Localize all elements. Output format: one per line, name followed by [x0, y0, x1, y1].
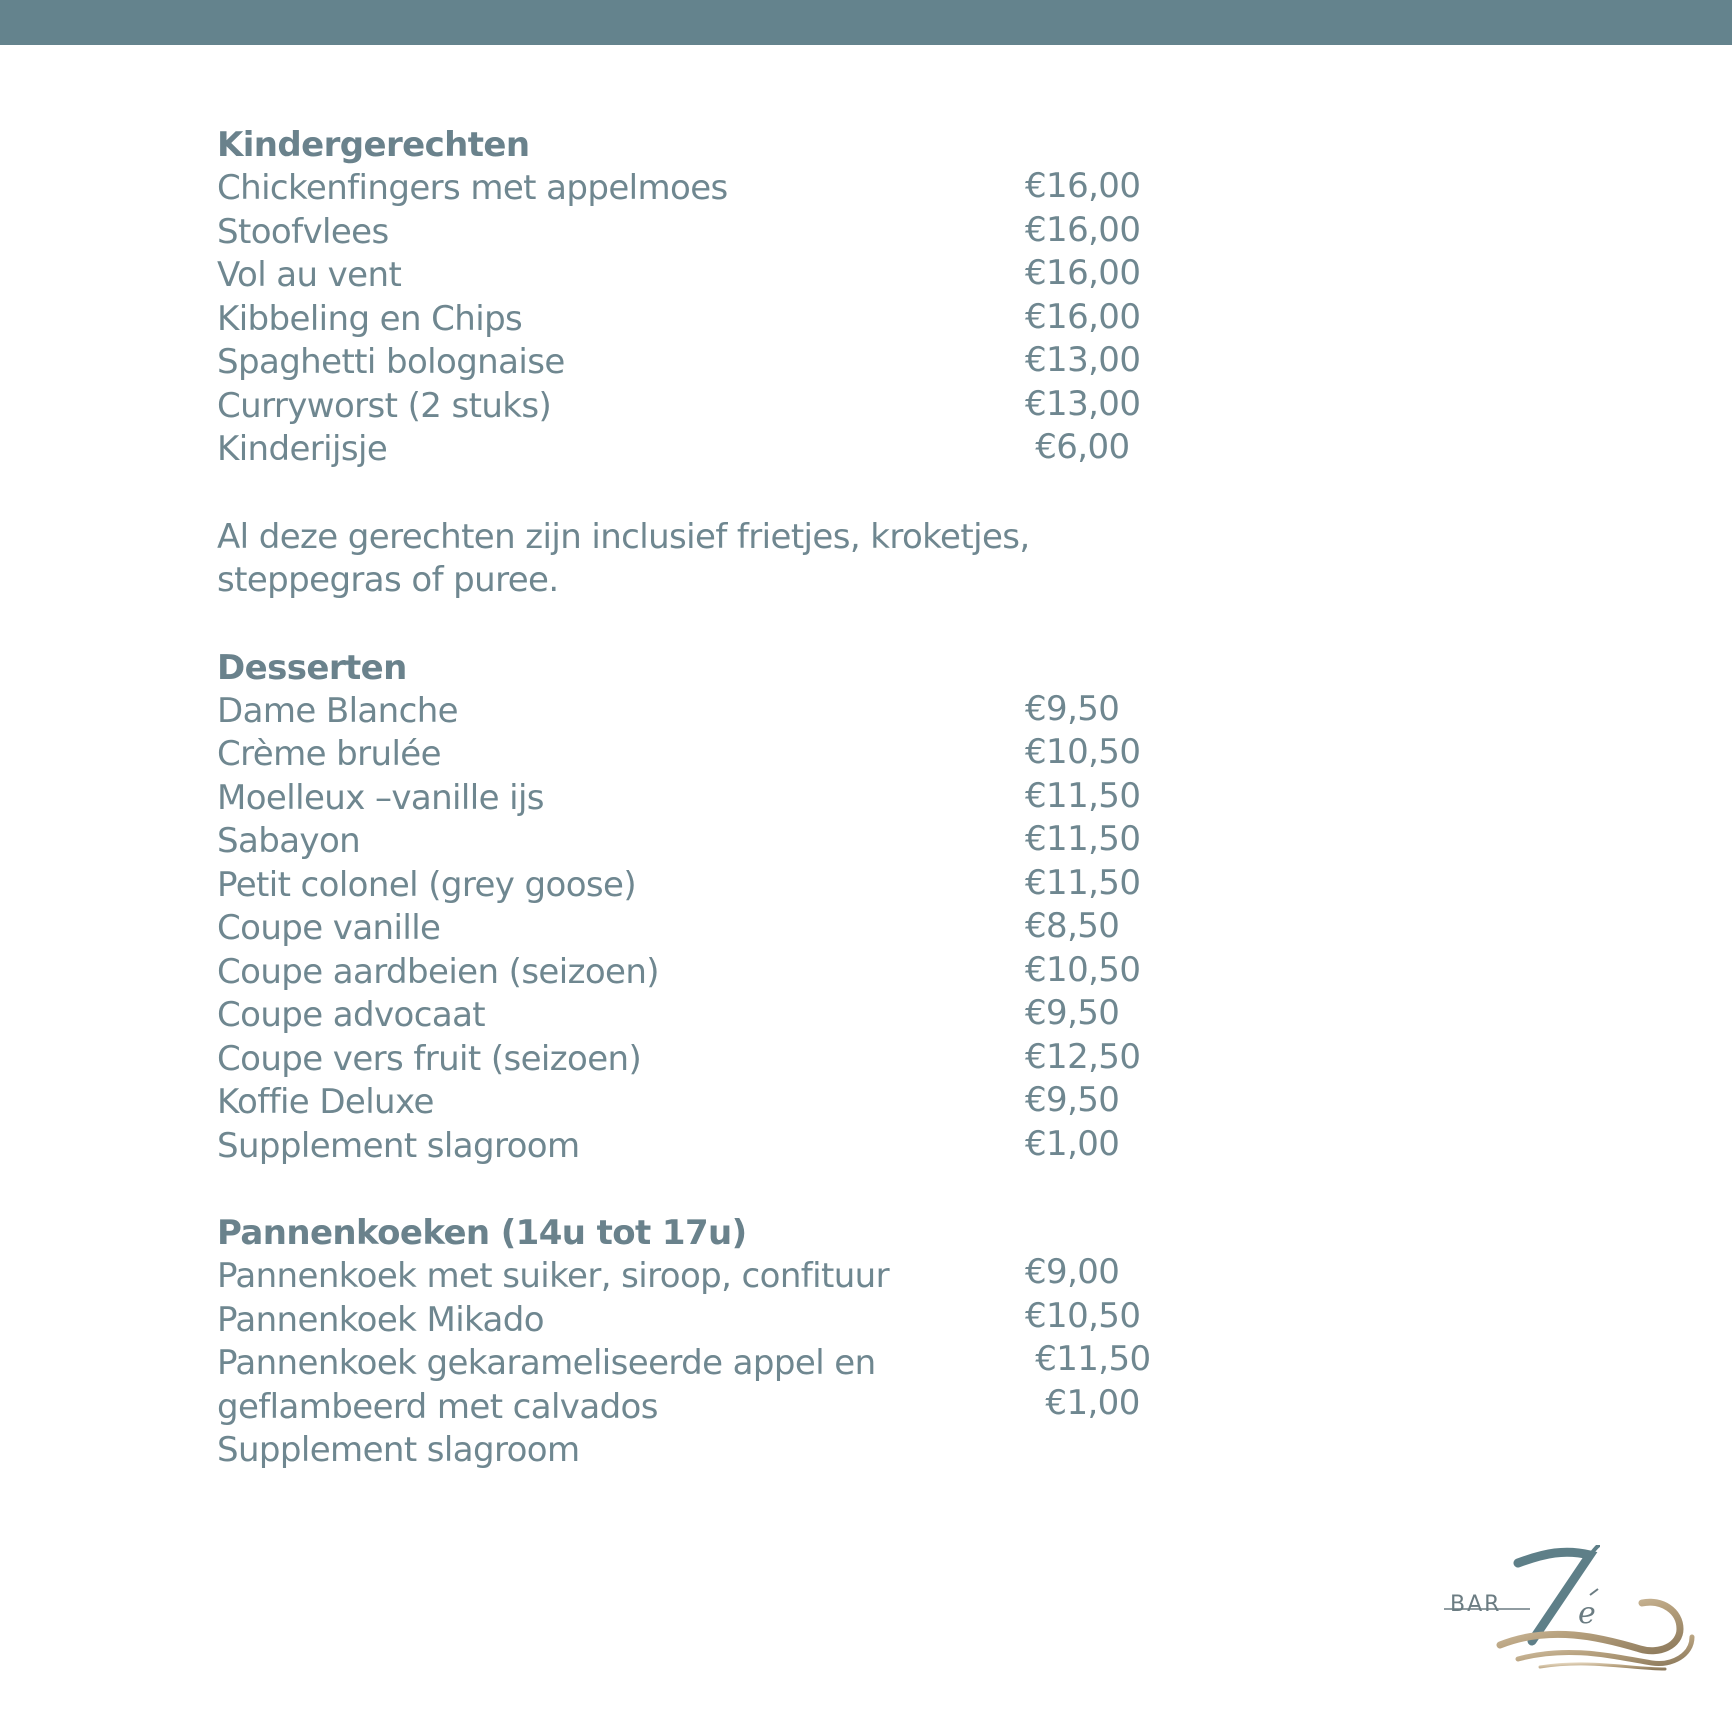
item-name: Crème brulée	[217, 734, 441, 774]
item-price: €16,00	[1025, 296, 1141, 337]
item-name: Petit colonel (grey goose)	[217, 864, 636, 905]
item-name: Kibbeling en Chips	[217, 298, 523, 339]
kinder-note	[217, 516, 1137, 603]
top-bar	[0, 0, 1732, 45]
item-price: €10,50	[1025, 1295, 1141, 1336]
item-name: Chickenfingers met appelmoes	[217, 168, 728, 208]
menu-item	[217, 166, 1141, 211]
section-kindergerechten	[217, 124, 1141, 472]
item-name: Coupe advocaat	[217, 995, 486, 1035]
item-name: Moelleux –vanille ijs	[217, 777, 544, 818]
item-price: €11,50	[1025, 862, 1141, 903]
menu-item	[217, 994, 1137, 1038]
item-name: Supplement slagroom	[217, 1125, 580, 1166]
section-title: Kindergerechten	[217, 125, 530, 165]
item-name: Pannenkoek Mikado	[217, 1299, 544, 1340]
item-name: Coupe vers fruit (seizoen)	[217, 1038, 642, 1079]
item-name: Vol au vent	[217, 255, 402, 295]
logo-bar-text: BAR	[1450, 1592, 1502, 1617]
menu-item	[217, 340, 1141, 385]
item-price: €11,50	[1025, 775, 1141, 816]
item-price: €11,50	[1025, 1339, 1151, 1379]
item-name: Coupe vanille	[217, 908, 441, 948]
menu-item	[217, 1036, 1141, 1082]
item-price: €16,00	[1025, 209, 1141, 250]
item-price: €9,50	[1025, 688, 1120, 729]
item-price: €13,00	[1025, 340, 1141, 380]
item-price: €9,50	[1025, 993, 1120, 1033]
item-name: Spaghetti bolognaise	[217, 342, 565, 382]
menu-item	[217, 690, 1137, 734]
item-name: Curryworst (2 stuks)	[217, 385, 552, 426]
section-title: Desserten	[217, 647, 407, 688]
item-price: €16,00	[1025, 166, 1141, 206]
menu-item	[217, 209, 1141, 255]
menu-item	[217, 428, 1137, 472]
menu-item	[217, 862, 1141, 908]
item-name: geflambeerd met calvados	[217, 1386, 658, 1427]
item-price: €11,50	[1025, 819, 1141, 859]
item-price: €8,50	[1025, 906, 1120, 946]
item-price: €1,00	[1025, 1123, 1120, 1164]
item-name: Stoofvlees	[217, 211, 389, 252]
menu-item	[217, 1125, 1137, 1169]
item-price: €16,00	[1025, 253, 1141, 293]
item-name: Dame Blanche	[217, 690, 458, 731]
item-price: €1,00	[1025, 1382, 1140, 1423]
item-price: €6,00	[1025, 427, 1130, 467]
item-price: €13,00	[1025, 383, 1141, 424]
item-name: Sabayon	[217, 821, 361, 861]
item-name: Pannenkoek gekarameliseerde appel en	[217, 1343, 876, 1383]
menu-item	[217, 949, 1141, 995]
item-name: Supplement slagroom	[217, 1430, 580, 1470]
note-line: Al deze gerechten zijn inclusief frietjes, kroketjes,	[217, 516, 1030, 557]
item-name: Koffie Deluxe	[217, 1082, 434, 1122]
item-name: Kinderijsje	[217, 429, 388, 469]
pancake-list	[217, 1252, 1151, 1475]
pancake-names	[217, 1255, 889, 1473]
item-price: €10,50	[1025, 949, 1141, 990]
item-price: €12,50	[1025, 1036, 1141, 1077]
item-price: €9,00	[1025, 1252, 1120, 1292]
menu-item	[217, 732, 1141, 777]
section-desserten	[217, 647, 1141, 1169]
section-pannenkoeken	[217, 1212, 1151, 1475]
section-title: Pannenkoeken (14u tot 17u)	[217, 1213, 747, 1253]
menu-item	[217, 253, 1141, 298]
item-price: €9,50	[1025, 1080, 1120, 1120]
pancake-prices	[1025, 1251, 1151, 1425]
menu-item	[217, 819, 1141, 864]
menu-item	[217, 907, 1137, 951]
item-price: €10,50	[1025, 732, 1141, 772]
bar-ze-logo-icon	[1440, 1545, 1700, 1675]
menu-item	[217, 775, 1141, 821]
menu-item	[217, 296, 1141, 342]
item-name: Coupe aardbeien (seizoen)	[217, 951, 659, 992]
menu-item	[217, 1081, 1137, 1125]
menu-item	[217, 383, 1141, 429]
svg-text:e: e	[1578, 1596, 1596, 1631]
menu-content	[217, 124, 1151, 1519]
item-name: Pannenkoek met suiker, siroop, confituur	[217, 1256, 890, 1296]
note-line: steppegras of puree.	[217, 560, 559, 600]
